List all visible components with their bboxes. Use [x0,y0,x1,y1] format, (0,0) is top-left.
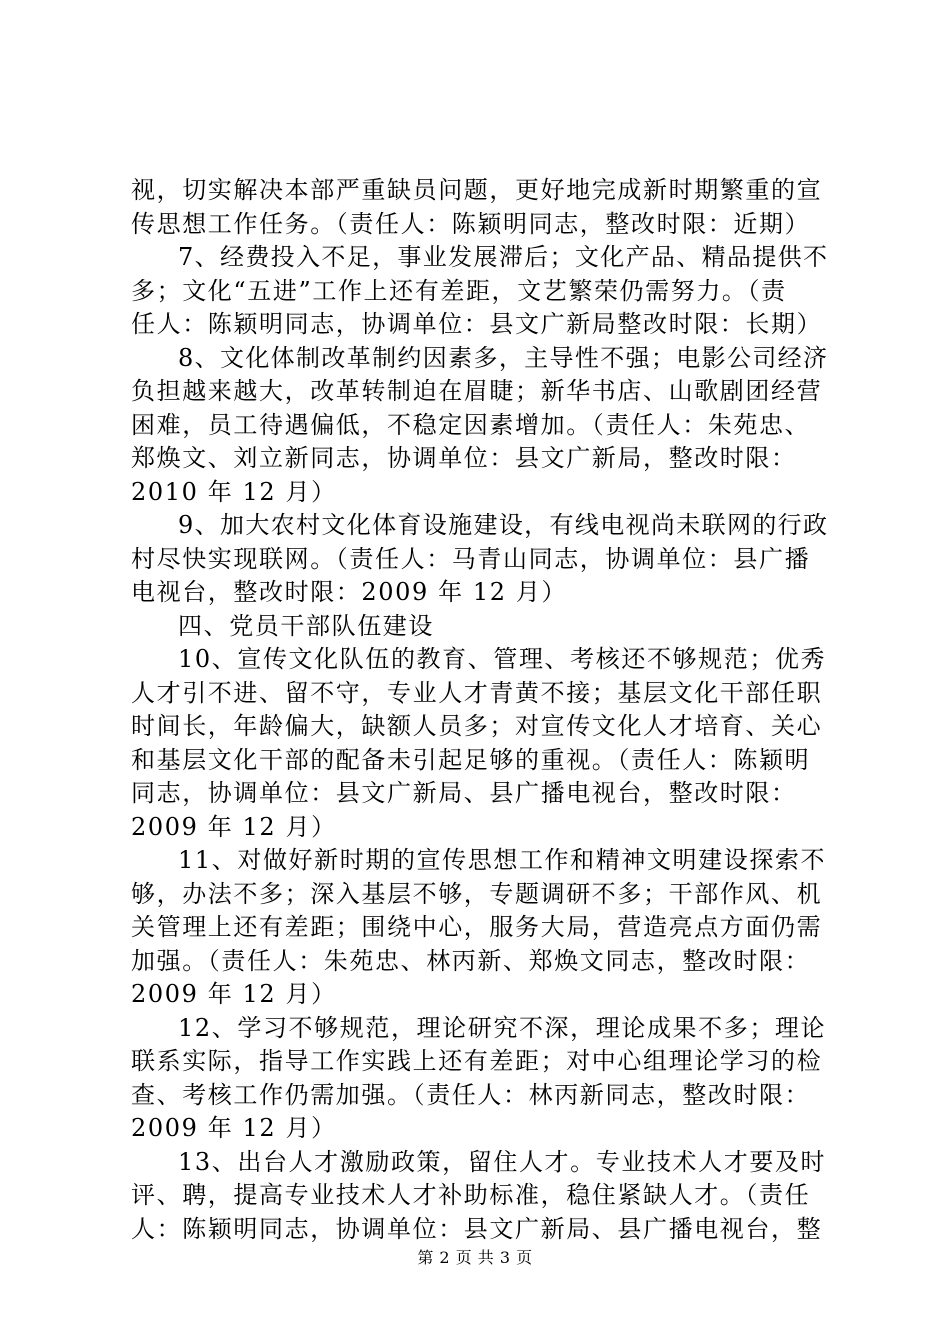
text-line: 同志，协调单位：县文广新局、县广播电视台，整改时限： [131,779,797,807]
text-line: 2009 年 12 月） [131,980,337,1008]
body-text [131,174,831,1246]
text-line: 电视台，整改时限：2009 年 12 月） [131,578,568,606]
text-line: 联系实际，指导工作实践上还有差距；对中心组理论学习的检 [131,1047,823,1075]
text-line: 和基层文化干部的配备未引起足够的重视。（责任人：陈颖明 [131,745,811,774]
text-line: 8、文化体制改革制约因素多，主导性不强；电影公司经济 [178,343,829,372]
text-line: 人：陈颖明同志，协调单位：县文广新局、县广播电视台，整 [131,1214,823,1243]
text-line: 7、经费投入不足，事业发展滞后；文化产品、精品提供不 [178,243,829,271]
text-line: 11、对做好新时期的宣传思想工作和精神文明建设探索不 [178,846,827,874]
text-line: 2009 年 12 月） [131,1114,337,1142]
text-line: 9、加大农村文化体育设施建设，有线电视尚未联网的行政 [178,511,829,539]
text-line: 加强。（责任人：朱苑忠、林丙新、郑焕文同志，整改时限： [131,946,811,975]
text-line: 关管理上还有差距；围绕中心，服务大局，营造亮点方面仍需 [131,913,823,941]
text-line: 查、考核工作仍需加强。（责任人：林丙新同志，整改时限： [131,1080,811,1109]
text-line: 视，切实解决本部严重缺员问题，更好地完成新时期繁重的宣 [131,176,823,204]
text-line: 13、出台人才激励政策，留住人才。专业技术人才要及时 [178,1147,827,1176]
text-line: 传思想工作任务。（责任人：陈颖明同志，整改时限：近期） [131,209,811,238]
text-line: 够，办法不多；深入基层不够，专题调研不多；干部作风、机 [131,879,823,908]
text-line: 郑焕文、刘立新同志，协调单位：县文广新局，整改时限： [131,444,797,472]
text-line: 四、党员干部队伍建设 [178,611,434,640]
text-line: 2010 年 12 月） [131,477,337,506]
text-line: 多；文化“五进”工作上还有差距，文艺繁荣仍需努力。（责 [131,276,787,305]
text-line: 12、学习不够规范，理论研究不深，理论成果不多；理论 [178,1013,827,1042]
text-line: 时间长，年龄偏大，缺额人员多；对宣传文化人才培育、关心 [131,712,823,740]
page-number-footer: 第 2 页 共 3 页 [417,1248,533,1267]
text-line: 2009 年 12 月） [131,812,337,841]
text-line: 任人：陈颖明同志，协调单位：县文广新局整改时限：长期） [131,310,823,338]
text-line: 负担越来越大，改革转制迫在眉睫；新华书店、山歌剧团经营 [131,377,823,405]
text-line: 人才引不进、留不守，专业人才青黄不接；基层文化干部任职 [131,678,823,707]
text-line: 10、宣传文化队伍的教育、管理、考核还不够规范；优秀 [178,645,827,673]
text-line: 评、聘，提高专业技术人才补助标准，稳住紧缺人才。（责任 [131,1181,811,1209]
text-line: 困难，员工待遇偏低，不稳定因素增加。（责任人：朱苑忠、 [131,410,811,439]
text-line: 村尽快实现联网。（责任人：马青山同志，协调单位：县广播 [131,544,811,573]
